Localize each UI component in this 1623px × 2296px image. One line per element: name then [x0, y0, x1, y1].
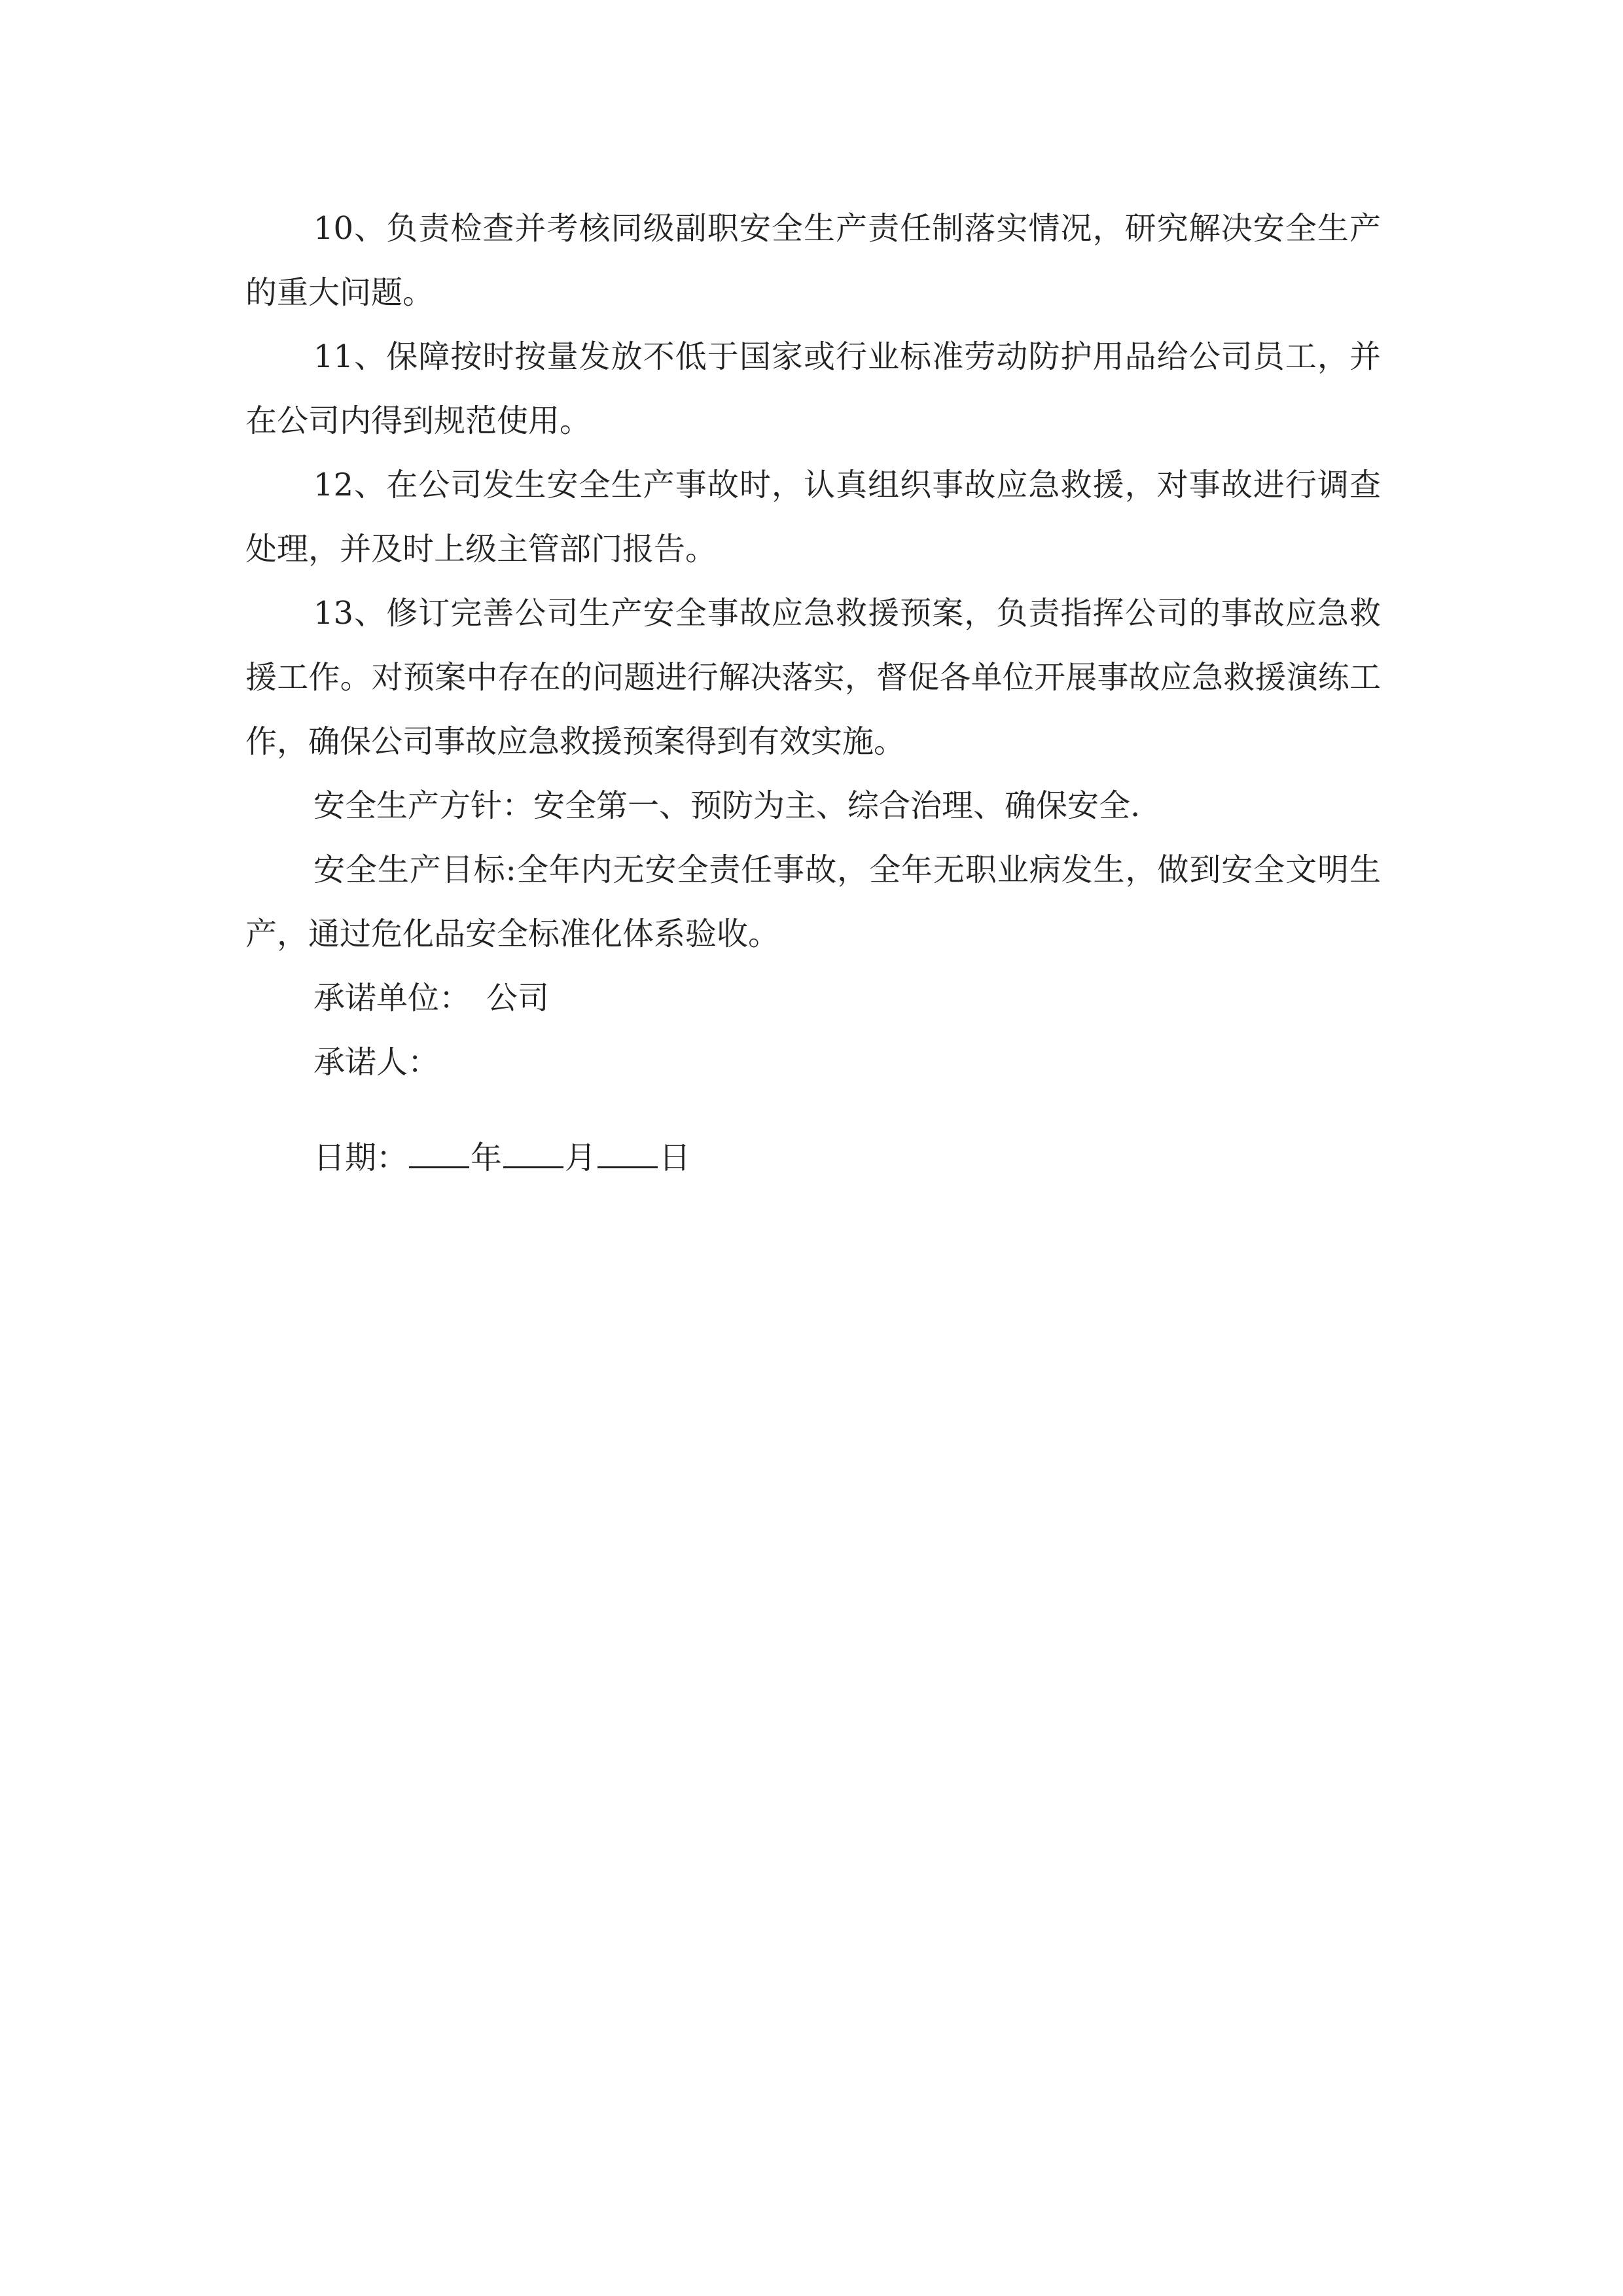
- paragraph-item-13: 13、修订完善公司生产安全事故应急救援预案，负责指挥公司的事故应急救援工作。对预案中存在的问题进行解决落实，督促各单位开展事故应急救援演练工作，确保公司事故应急救援预案得到有效实施。: [245, 595, 1381, 760]
- day-label: 日: [659, 1139, 691, 1176]
- document-body: [245, 196, 1381, 1221]
- year-blank: [409, 1140, 469, 1168]
- committing-person: 承诺人：: [313, 1044, 440, 1081]
- paragraph-item-10: 10、负责检查并考核同级副职安全生产责任制落实情况，研究解决安全生产的重大问题。: [245, 210, 1381, 311]
- date-label: 日期：: [313, 1139, 408, 1176]
- year-label: 年: [471, 1139, 503, 1176]
- paragraph-item-12: 12、在公司发生安全生产事故时，认真组织事故应急救援，对事故进行调查处理，并及时上级主管部门报告。: [245, 467, 1381, 567]
- committing-unit: 承诺单位： 公司: [313, 980, 550, 1016]
- paragraph-item-11: 11、保障按时按量发放不低于国家或行业标准劳动防护用品给公司员工，并在公司内得到规范使用。: [245, 338, 1381, 439]
- month-blank: [503, 1140, 563, 1168]
- date-line: [245, 1126, 1381, 1190]
- day-blank: [597, 1140, 658, 1168]
- safety-policy: 安全生产方针：安全第一、预防为主、综合治理、确保安全.: [313, 787, 1141, 824]
- safety-goal: 安全生产目标:全年内无安全责任事故，全年无职业病发生，做到安全文明生产，通过危化品安全标准化体系验收。: [245, 852, 1381, 952]
- month-label: 月: [565, 1139, 597, 1176]
